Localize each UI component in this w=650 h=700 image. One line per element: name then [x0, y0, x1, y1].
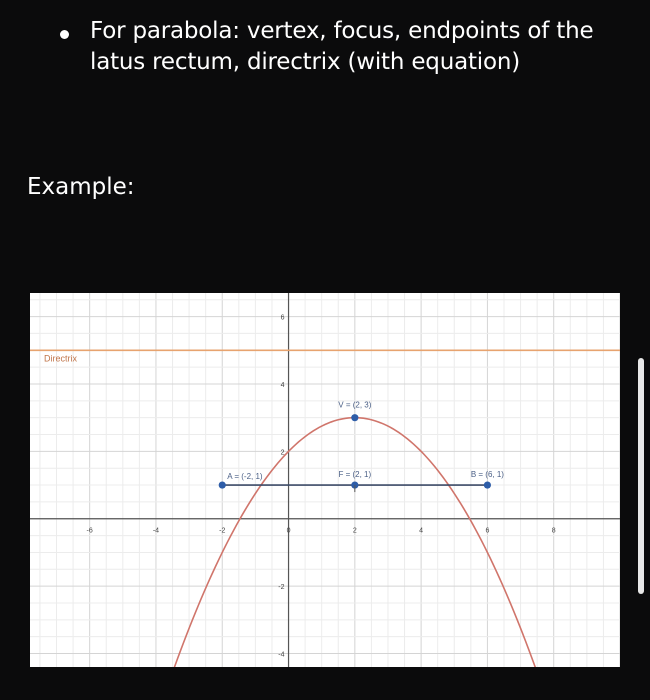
point-v — [351, 414, 358, 421]
x-tick-label: 6 — [485, 527, 490, 535]
example-label: Example: — [27, 174, 135, 200]
y-tick-label: 2 — [280, 449, 285, 457]
scrollbar[interactable] — [638, 358, 644, 594]
y-tick-label: -2 — [278, 584, 285, 592]
x-tick-label: -6 — [86, 527, 93, 535]
bullet-text: For parabola: vertex, focus, endpoints of the latus rectum, directrix (with equation) — [90, 18, 594, 75]
y-tick-label: 4 — [280, 381, 285, 389]
point-label-a: A = (-2, 1) — [227, 472, 263, 482]
x-tick-label: 0 — [286, 527, 291, 535]
point-label-v: V = (2, 3) — [338, 400, 372, 410]
graph-canvas — [30, 293, 620, 667]
point-b — [484, 481, 491, 488]
point-label-f: F = (2, 1) — [338, 470, 372, 480]
y-tick-label: -4 — [278, 651, 285, 659]
bullet-dot-icon — [60, 30, 69, 39]
point-label-b: B = (6, 1) — [470, 470, 504, 480]
x-tick-label: -2 — [219, 527, 226, 535]
parabola-curve — [30, 418, 620, 667]
y-tick-label: 6 — [280, 314, 285, 322]
x-tick-label: -4 — [152, 527, 160, 535]
x-tick-label: 4 — [419, 527, 424, 535]
directrix-label: Directrix — [44, 353, 77, 364]
x-tick-label: 8 — [551, 527, 556, 535]
parabola-graph — [27, 290, 623, 670]
point-a — [219, 481, 226, 488]
x-tick-label: 2 — [352, 527, 357, 535]
